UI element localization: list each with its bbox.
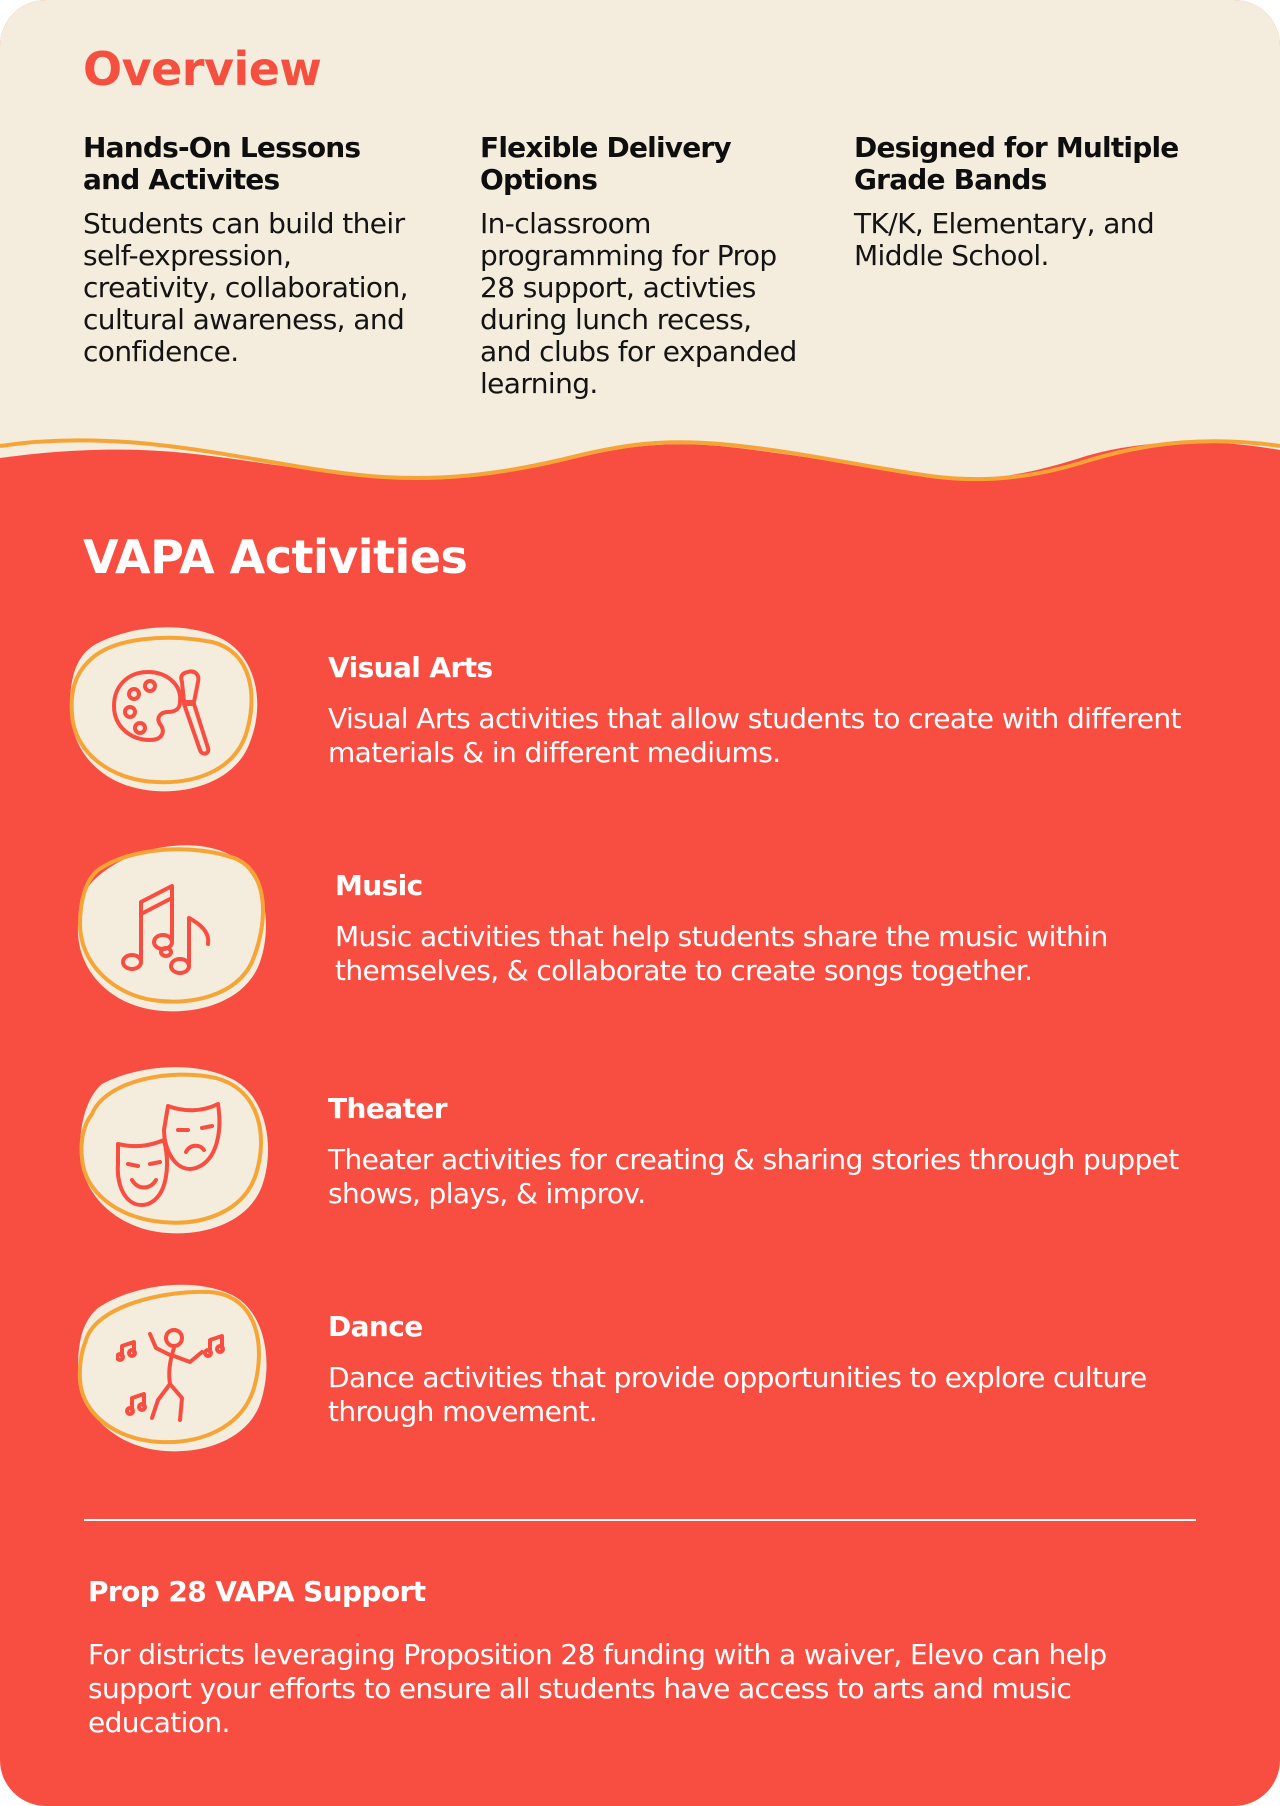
music-notes-icon: [118, 880, 228, 980]
overview-column-heading: Flexible Delivery Options: [480, 131, 731, 196]
dance-icon-badge: [74, 1280, 274, 1460]
overview-column-heading: Designed for Multiple Grade Bands: [854, 131, 1179, 196]
section-divider: [84, 1519, 1196, 1521]
activity-title: Theater: [328, 1092, 447, 1125]
overview-column-grade-bands: [854, 132, 1194, 272]
activity-description: Music activities that help students share the music within themselves, & collaborate to create songs together.: [335, 920, 1108, 987]
activity-music: [335, 870, 1195, 988]
visual-arts-icon-badge: [66, 622, 266, 802]
overview-column-text: TK/K, Elementary, and Middle School.: [854, 207, 1155, 272]
overview-title: Overview: [83, 42, 322, 96]
activity-theater: [328, 1093, 1208, 1211]
dancer-icon: [116, 1326, 236, 1426]
activity-title: Music: [335, 869, 423, 902]
activity-dance: [328, 1311, 1208, 1429]
overview-column-hands-on: [83, 132, 423, 368]
overview-column-heading: Hands-On Lessons and Activites: [83, 131, 361, 196]
music-icon-badge: [74, 840, 274, 1020]
vapa-title: VAPA Activities: [83, 530, 468, 584]
activity-description: Visual Arts activities that allow students to create with different materials & in different mediums.: [328, 702, 1181, 769]
support-title: Prop 28 VAPA Support: [88, 1575, 426, 1608]
support-text: For districts leveraging Proposition 28 funding with a waiver, Elevo can help support your efforts to ensure all students have access to arts and music education.: [88, 1638, 1107, 1739]
palette-icon: [110, 666, 220, 756]
overview-column-text: Students can build their self-expression, creativity, collaboration, cultural awareness, and confidence.: [83, 207, 408, 368]
prop-28-support-section: [88, 1576, 1208, 1740]
theater-masks-icon: [114, 1100, 234, 1210]
activity-visual-arts: [328, 652, 1188, 770]
overview-column-text: In-classroom programming for Prop 28 support, activties during lunch recess, and clubs for expanded learning.: [480, 207, 797, 400]
theater-icon-badge: [76, 1062, 276, 1242]
activity-title: Visual Arts: [328, 651, 493, 684]
activity-title: Dance: [328, 1310, 423, 1343]
overview-column-delivery: [480, 132, 810, 400]
activity-description: Dance activities that provide opportunities to explore culture through movement.: [328, 1361, 1147, 1428]
activity-description: Theater activities for creating & sharing stories through puppet shows, plays, & improv.: [328, 1143, 1179, 1210]
